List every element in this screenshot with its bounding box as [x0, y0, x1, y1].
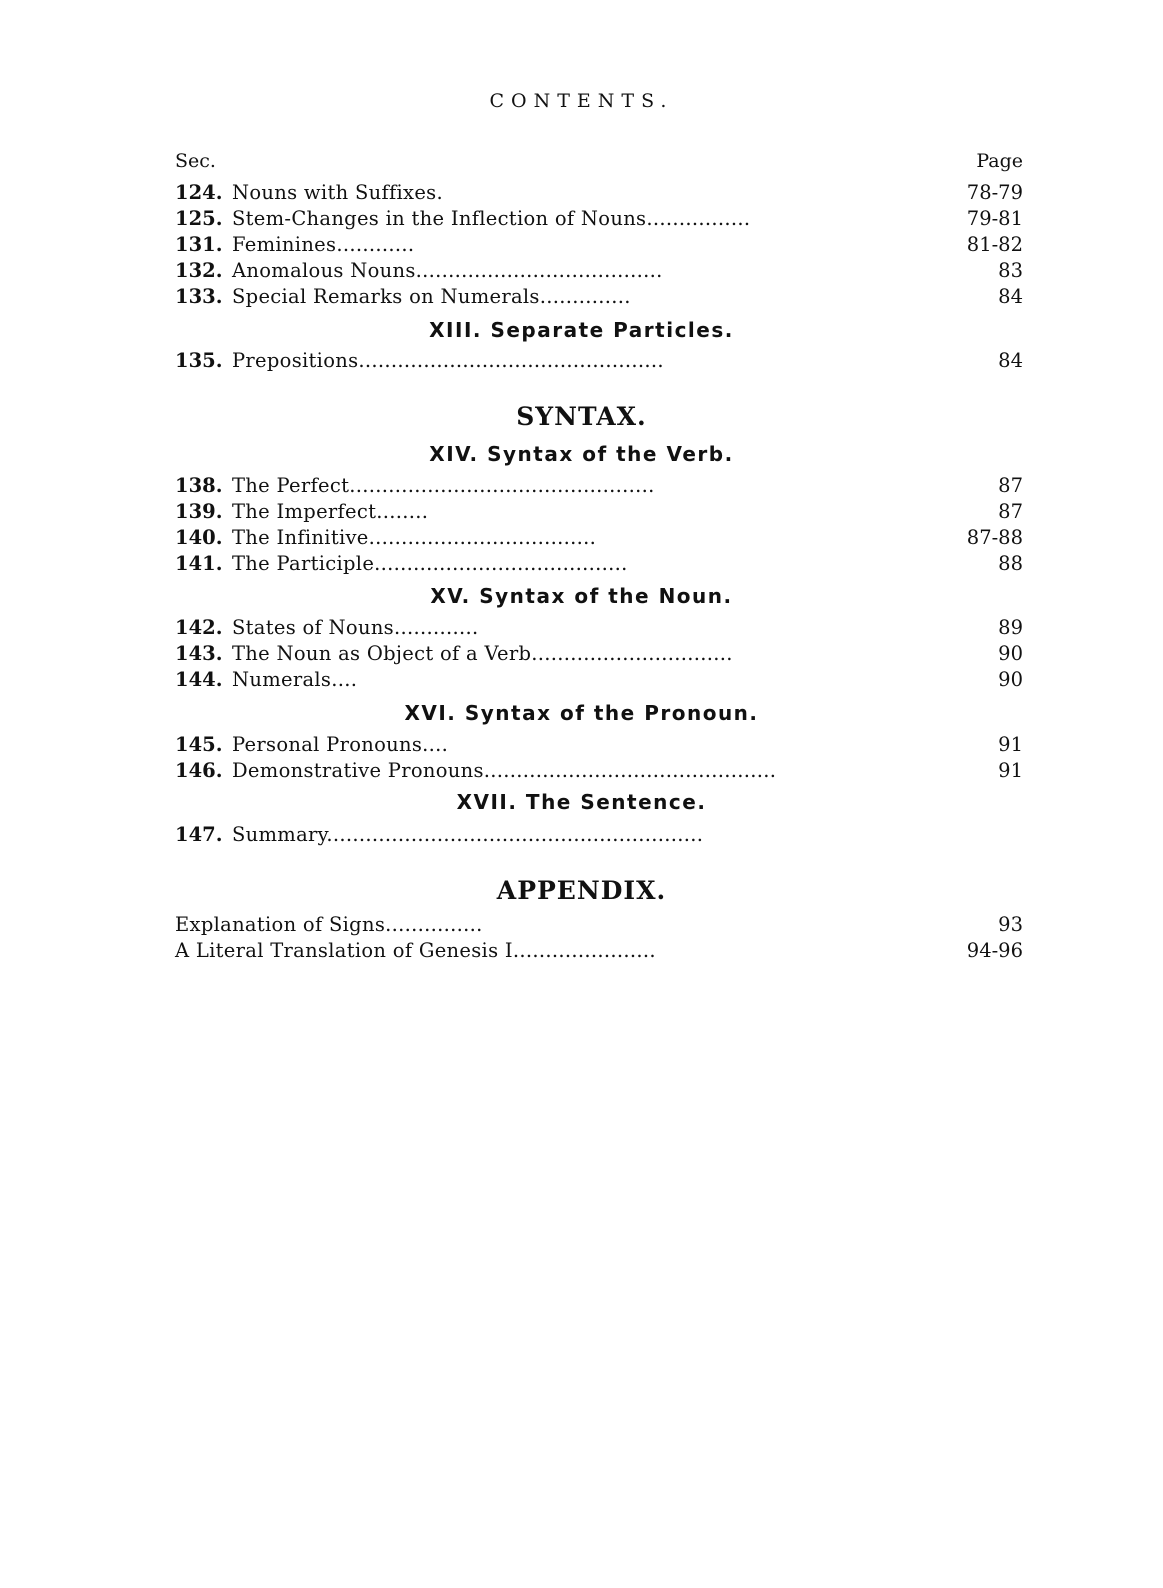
- page-column-header: Page: [976, 150, 1023, 172]
- toc-section-number: 145.: [175, 733, 223, 756]
- toc-page-number: 79-81: [966, 207, 1023, 230]
- toc-section-number: 141.: [175, 552, 223, 575]
- toc-row: [175, 284, 1023, 310]
- toc-entry-title: Special Remarks on Numerals..............: [232, 285, 631, 308]
- toc-entry-title: Feminines............: [232, 233, 415, 256]
- toc-row: [175, 615, 1023, 641]
- toc-entry-title: Personal Pronouns....: [232, 733, 449, 756]
- toc-section-number: 147.: [175, 823, 223, 846]
- toc-entry-title: Prepositions...............................................: [232, 349, 664, 372]
- part-heading: SYNTAX.: [516, 402, 647, 431]
- toc-page-number: 87-88: [966, 526, 1023, 549]
- toc-row: [175, 667, 1023, 693]
- toc-entry-title: Numerals....: [232, 668, 358, 691]
- chapter-heading: XVII. The Sentence.: [456, 790, 707, 814]
- toc-page-number: 94-96: [966, 939, 1023, 962]
- toc-page-number: 83: [998, 259, 1023, 282]
- toc-page-number: 84: [998, 285, 1023, 308]
- chapter-heading: XV. Syntax of the Noun.: [430, 584, 733, 608]
- toc-page-number: 81-82: [966, 233, 1023, 256]
- toc-entry-title: Explanation of Signs...............: [175, 913, 483, 936]
- toc-entry-title: The Imperfect........: [232, 500, 429, 523]
- toc-row: [175, 641, 1023, 667]
- toc-section-number: 131.: [175, 233, 223, 256]
- toc-section-number: 125.: [175, 207, 223, 230]
- toc-entry-title: A Literal Translation of Genesis I......................: [175, 939, 656, 962]
- toc-page-number: 90: [998, 642, 1023, 665]
- toc-entry-title: Demonstrative Pronouns.............................................: [232, 759, 777, 782]
- toc-row: [175, 499, 1023, 525]
- toc-entry-title: States of Nouns.............: [232, 616, 479, 639]
- toc-entry-title: Stem-Changes in the Inflection of Nouns................: [232, 207, 751, 230]
- toc-row: [175, 732, 1023, 758]
- toc-section-number: 138.: [175, 474, 223, 497]
- toc-row: [175, 258, 1023, 284]
- toc-section-number: 140.: [175, 526, 223, 549]
- chapter-heading: XIV. Syntax of the Verb.: [429, 442, 734, 466]
- toc-section-number: 133.: [175, 285, 223, 308]
- toc-section-number: 132.: [175, 259, 223, 282]
- toc-page-number: 90: [998, 668, 1023, 691]
- toc-row: [175, 180, 1023, 206]
- toc-page-number: 87: [998, 474, 1023, 497]
- toc-row: [175, 473, 1023, 499]
- page-title: CONTENTS.: [489, 90, 674, 112]
- toc-row: [175, 348, 1023, 374]
- toc-section-number: 135.: [175, 349, 223, 372]
- toc-page-number: 87: [998, 500, 1023, 523]
- toc-row: [175, 551, 1023, 577]
- toc-row: [175, 822, 1023, 848]
- toc-page-number: 93: [998, 913, 1023, 936]
- toc-section-number: 143.: [175, 642, 223, 665]
- toc-row: [175, 938, 1023, 964]
- toc-section-number: 139.: [175, 500, 223, 523]
- toc-row: [175, 232, 1023, 258]
- toc-page-number: 84: [998, 349, 1023, 372]
- toc-page-number: 78-79: [966, 181, 1023, 204]
- toc-row: [175, 525, 1023, 551]
- toc-section-number: 124.: [175, 181, 223, 204]
- toc-section-number: 146.: [175, 759, 223, 782]
- toc-entry-title: The Perfect...............................................: [232, 474, 655, 497]
- toc-entry-title: The Noun as Object of a Verb...............................: [232, 642, 733, 665]
- toc-entry-title: Nouns with Suffixes.: [232, 181, 443, 204]
- toc-entry-title: Summary..........................................................: [232, 823, 704, 846]
- toc-page-number: 89: [998, 616, 1023, 639]
- toc-section-number: 144.: [175, 668, 223, 691]
- toc-entry-title: The Participle.......................................: [232, 552, 628, 575]
- toc-section-number: 142.: [175, 616, 223, 639]
- part-heading: APPENDIX.: [496, 876, 667, 905]
- chapter-heading: XIII. Separate Particles.: [429, 318, 734, 342]
- toc-row: [175, 912, 1023, 938]
- toc-entry-title: The Infinitive...................................: [232, 526, 597, 549]
- chapter-heading: XVI. Syntax of the Pronoun.: [404, 701, 759, 725]
- toc-page-number: 91: [998, 733, 1023, 756]
- toc-row: [175, 206, 1023, 232]
- toc-row: [175, 758, 1023, 784]
- toc-page-number: 91: [998, 759, 1023, 782]
- toc-entry-title: Anomalous Nouns......................................: [232, 259, 663, 282]
- sec-column-header: Sec.: [175, 150, 216, 172]
- toc-page-number: 88: [998, 552, 1023, 575]
